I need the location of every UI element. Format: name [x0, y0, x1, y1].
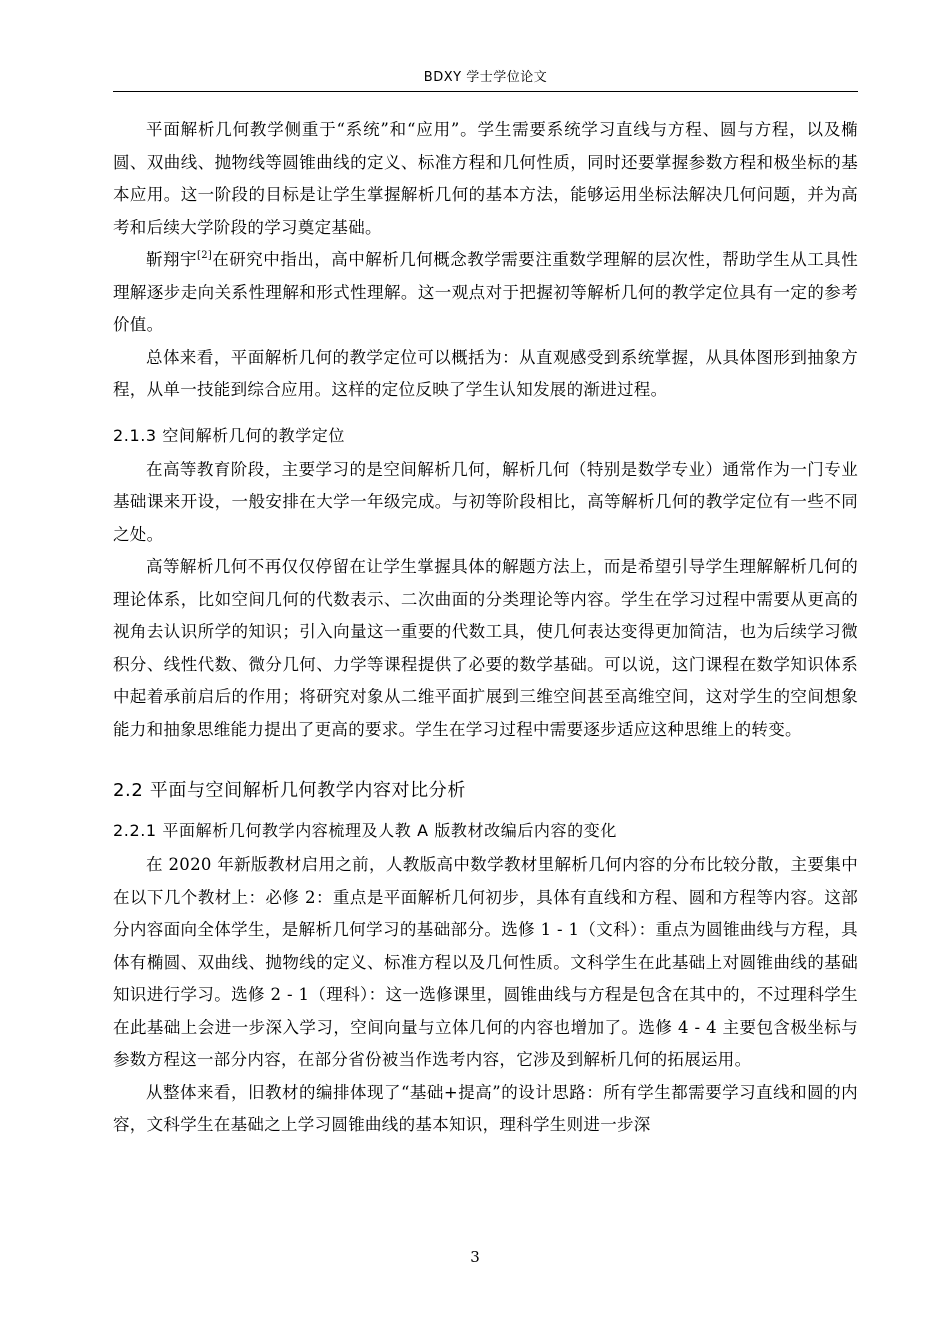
body-text [113, 114, 858, 1142]
paragraph: 高等解析几何不再仅仅停留在让学生掌握具体的解题方法上，而是希望引导学生理解解析几何的理论体系，比如空间几何的代数表示、二次曲面的分类理论等内容。学生在学习过程中需要从更高的视角去认识所学的知识；引入向量这一重要的代数工具，使几何表达变得更加简洁，也为后续学习微积分、线性代数、微分几何、力学等课程提供了必要的数学基础。可以说，这门课程在数学知识体系中起着承前启后的作用；将研究对象从二维平面扩展到三维空间甚至高维空间，这对学生的空间想象能力和抽象思维能力提出了更高的要求。学生在学习过程中需要逐步适应这种思维上的转变。 [113, 557, 858, 739]
paragraph: 在高等教育阶段，主要学习的是空间解析几何，解析几何（特别是数学专业）通常作为一门专业基础课来开设，一般安排在大学一年级完成。与初等阶段相比，高等解析几何的教学定位有一些不同之处。 [113, 459, 858, 544]
paragraph: 在 2020 年新版教材启用之前，人教版高中数学教材里解析几何内容的分布比较分散，主要集中在以下几个教材上：必修 2：重点是平面解析几何初步，具体有直线和方程、圆和方程等内容。这部分内容面向全体学生，是解析几何学习的基础部分。选修 1 - 1（文科）：重点为圆锥曲线与方程，具体有椭圆、双曲线、抛物线的定义、标准方程以及几何性质。文科学生在此基础上对圆锥曲线的基础知识进行学习。选修 2 - 1（理科）：这一选修课里，圆锥曲线与方程是包含在其中的，不过理科学生在此基础上会进一步深入学习，空间向量与立体几何的内容也增加了。选修 4 - 4 主要包含极坐标与参数方程这一部分内容，在部分省份被当作选考内容，它涉及到解析几何的拓展运用。 [113, 855, 858, 1069]
paragraph: 总体来看，平面解析几何的教学定位可以概括为：从直观感受到系统掌握，从具体图形到抽象方程，从单一技能到综合应用。这样的定位反映了学生认知发展的渐进过程。 [113, 347, 858, 399]
citation-marker: [2] [197, 250, 213, 261]
paragraph: 从整体来看，旧教材的编排体现了“基础+提高”的设计思路：所有学生都需要学习直线和圆的内容，文科学生在基础之上学习圆锥曲线的基本知识，理科学生则进一步深 [113, 1082, 858, 1134]
page-number: 3 [470, 1248, 480, 1266]
paragraph-with-citation [113, 244, 858, 342]
header-rule [113, 91, 858, 92]
cited-author: 靳翔宇 [146, 250, 197, 269]
running-header: BDXY 学士学位论文 [423, 70, 548, 85]
subsection-heading: 2.2.1 平面解析几何教学内容梳理及人教 A 版教材改编后内容的变化 [113, 821, 617, 840]
section-heading: 2.2 平面与空间解析几何教学内容对比分析 [113, 780, 466, 801]
paragraph-text: 在研究中指出，高中解析几何概念教学需要注重数学理解的层次性，帮助学生从工具性理解逐步走向关系性理解和形式性理解。这一观点对于把握初等解析几何的教学定位具有一定的参考价值。 [113, 250, 858, 334]
paragraph: 平面解析几何教学侧重于“系统”和“应用”。学生需要系统学习直线与方程、圆与方程，以及椭圆、双曲线、抛物线等圆锥曲线的定义、标准方程和几何性质，同时还要掌握参数方程和极坐标的基本应用。这一阶段的目标是让学生掌握解析几何的基本方法，能够运用坐标法解决几何问题，并为高考和后续大学阶段的学习奠定基础。 [113, 120, 858, 237]
subsection-heading: 2.1.3 空间解析几何的教学定位 [113, 425, 345, 445]
